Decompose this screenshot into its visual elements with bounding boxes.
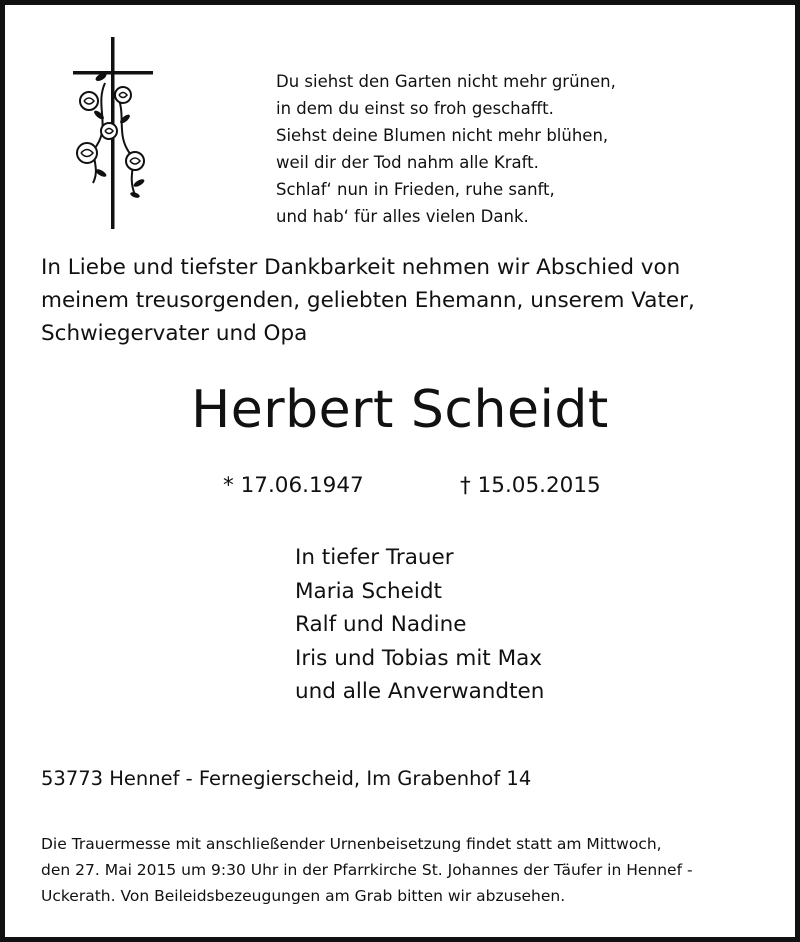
poem-line: weil dir der Tod nahm alle Kraft.	[276, 153, 539, 172]
poem-line: Siehst deine Blumen nicht mehr blühen,	[276, 126, 609, 145]
mourner-line: In tiefer Trauer	[295, 545, 454, 570]
notice-line: Uckerath. Von Beileidsbezeugungen am Grab bitten wir abzusehen.	[41, 887, 566, 905]
service-notice	[41, 831, 781, 909]
poem-line: und hab‘ für alles vielen Dank.	[276, 207, 529, 226]
family-address: 53773 Hennef - Fernegierscheid, Im Grabenhof 14	[41, 767, 532, 790]
poem-line: Du siehst den Garten nicht mehr grünen,	[276, 72, 616, 91]
mourner-line: Ralf und Nadine	[295, 612, 467, 637]
intro-line: In Liebe und tiefster Dankbarkeit nehmen wir Abschied von	[41, 255, 681, 280]
mourners-list	[295, 541, 544, 709]
poem-line: in dem du einst so froh geschafft.	[276, 99, 554, 118]
poem-line: Schlaf‘ nun in Frieden, ruhe sanft,	[276, 180, 555, 199]
intro-line: meinem treusorgenden, geliebten Ehemann, unserem Vater,	[41, 288, 695, 313]
intro-line: Schwiegervater und Opa	[41, 321, 308, 346]
farewell-intro	[41, 251, 781, 350]
notice-line: den 27. Mai 2015 um 9:30 Uhr in der Pfarrkirche St. Johannes der Täufer in Hennef -	[41, 861, 693, 879]
death-date: † 15.05.2015	[460, 473, 601, 498]
mourner-line: und alle Anverwandten	[295, 679, 545, 704]
mourner-line: Iris und Tobias mit Max	[295, 645, 543, 671]
birth-date: * 17.06.1947	[223, 473, 364, 498]
deceased-name: Herbert Scheidt	[191, 380, 609, 440]
mourner-line: Maria Scheidt	[295, 578, 442, 604]
cross-with-roses-icon	[65, 35, 161, 231]
poem	[276, 68, 616, 230]
notice-line: Die Trauermesse mit anschließender Urnenbeisetzung findet statt am Mittwoch,	[41, 835, 662, 853]
